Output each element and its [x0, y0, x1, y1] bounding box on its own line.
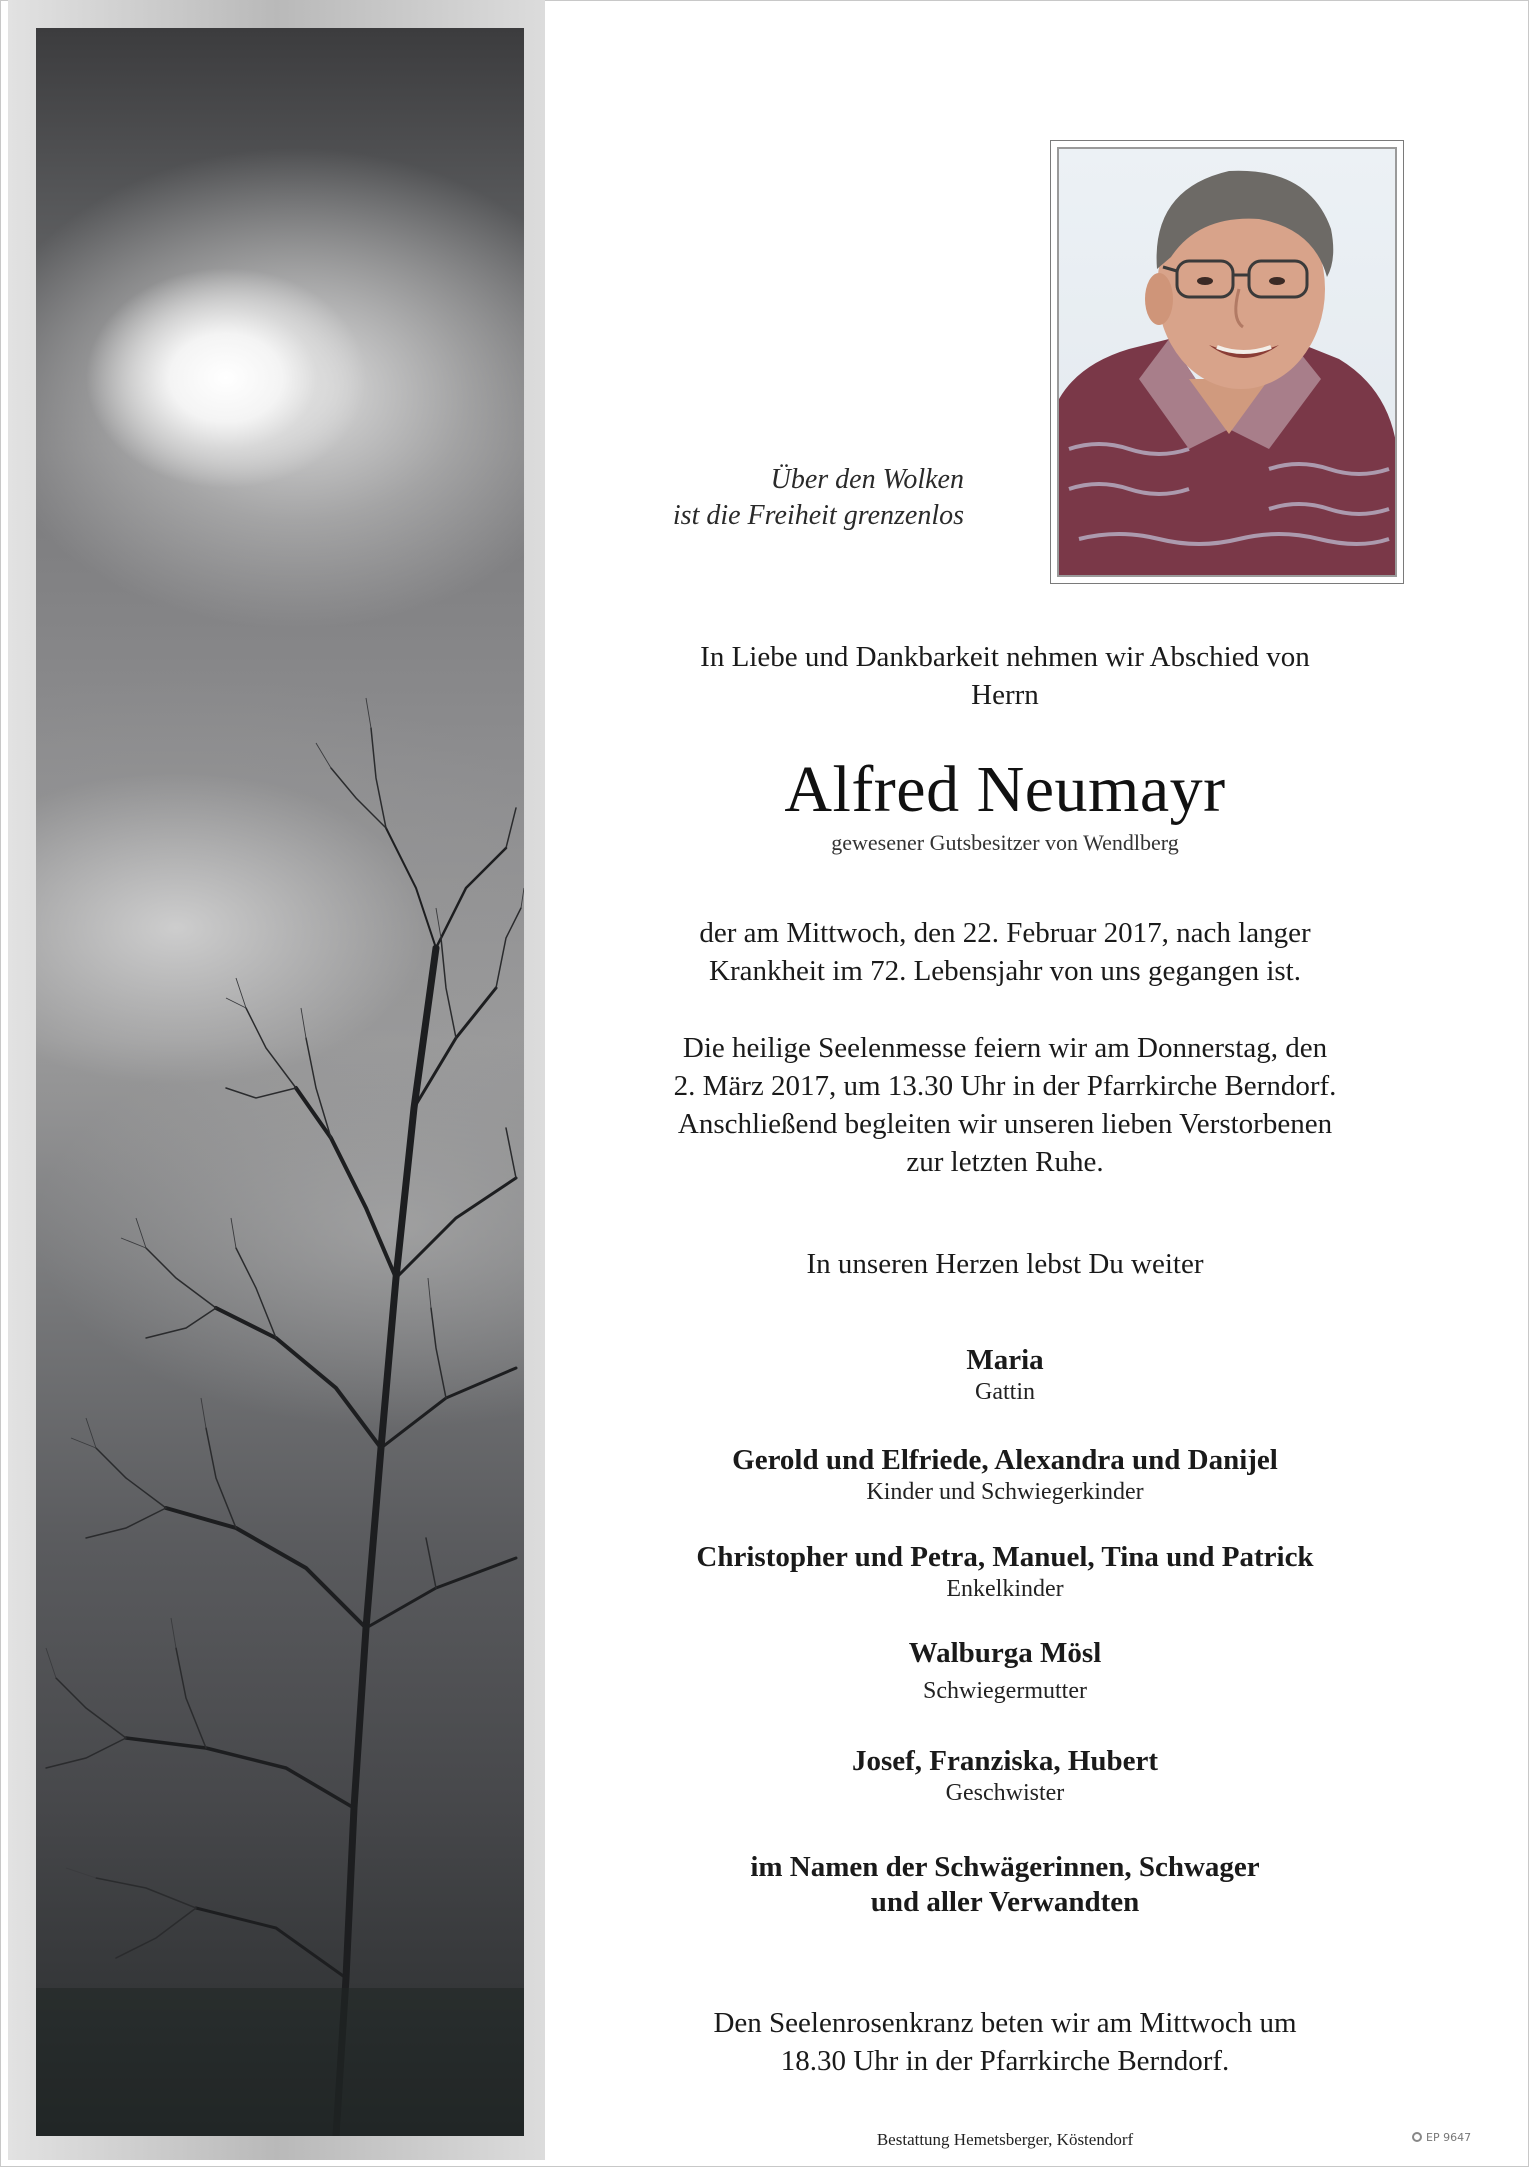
quote-line-1: Über den Wolken — [770, 464, 964, 495]
decorative-side-frame — [8, 0, 545, 2160]
mourner-names: Maria — [966, 1344, 1044, 1376]
mourner-relation: Kinder und Schwiegerkinder — [866, 1479, 1144, 1505]
intro-line-2: Herrn — [971, 679, 1039, 711]
closing-line-2: und aller Verwandten — [870, 1886, 1140, 1918]
mourner-relation: Gattin — [975, 1379, 1035, 1405]
deceased-name: Alfred Neumayr — [784, 753, 1226, 826]
rosary-line-2: 18.30 Uhr in der Pfarrkirche Berndorf. — [780, 2045, 1230, 2077]
circle-mark-icon — [1412, 2132, 1422, 2142]
deceased-occupation: gewesener Gutsbesitzer von Wendlberg — [831, 830, 1179, 855]
mass-notice-line-1: Die heilige Seelenmesse feiern wir am Donnerstag, den — [682, 1032, 1328, 1064]
mourner-entry — [590, 1540, 1420, 1604]
closing-line-1: im Namen der Schwägerinnen, Schwager — [750, 1851, 1260, 1883]
print-code — [1412, 2131, 1471, 2144]
mourner-entry — [590, 1636, 1420, 1706]
mourner-entry — [590, 1744, 1420, 1808]
intro-line-1: In Liebe und Dankbarkeit nehmen wir Abschied von — [700, 641, 1310, 673]
death-notice-line-1: der am Mittwoch, den 22. Februar 2017, nach langer — [699, 917, 1311, 949]
mass-notice-line-2: 2. März 2017, um 13.30 Uhr in der Pfarrkirche Berndorf. — [673, 1070, 1337, 1102]
intro-text — [590, 638, 1420, 714]
mourner-relation: Schwiegermutter — [923, 1678, 1087, 1704]
quote-line-2: ist die Freiheit grenzenlos — [672, 500, 964, 531]
print-code-text: EP 9647 — [1426, 2131, 1472, 2144]
rosary-line-1: Den Seelenrosenkranz beten wir am Mittwoch um — [713, 2007, 1297, 2039]
quote-block — [544, 462, 964, 534]
portrait-frame — [1050, 140, 1404, 584]
mourner-entry — [590, 1443, 1420, 1507]
funeral-home: Bestattung Hemetsberger, Köstendorf — [876, 2130, 1134, 2149]
mourner-names: Walburga Mösl — [908, 1637, 1102, 1669]
mourner-entry — [590, 1343, 1420, 1407]
mass-notice-line-3: Anschließend begleiten wir unseren lieben Verstorbenen — [677, 1108, 1333, 1140]
portrait-illustration — [1059, 149, 1397, 577]
tree-silhouette — [36, 28, 524, 2136]
mourner-names: Christopher und Petra, Manuel, Tina und Patrick — [696, 1541, 1314, 1573]
motto: In unseren Herzen lebst Du weiter — [806, 1248, 1204, 1280]
rosary-notice — [590, 2004, 1420, 2080]
death-notice-line-2: Krankheit im 72. Lebensjahr von uns gegangen ist. — [709, 955, 1301, 987]
portrait-photo — [1057, 147, 1397, 577]
mourner-names: Josef, Franziska, Hubert — [851, 1745, 1159, 1777]
mass-notice — [590, 1029, 1420, 1181]
sky-tree-image — [36, 28, 524, 2136]
mourner-relation: Enkelkinder — [946, 1576, 1064, 1602]
mass-notice-line-4: zur letzten Ruhe. — [906, 1146, 1104, 1178]
death-notice — [590, 914, 1420, 990]
mourner-relation: Geschwister — [945, 1780, 1065, 1806]
closing-text — [590, 1850, 1420, 1920]
mourner-names: Gerold und Elfriede, Alexandra und Danijel — [732, 1444, 1278, 1476]
